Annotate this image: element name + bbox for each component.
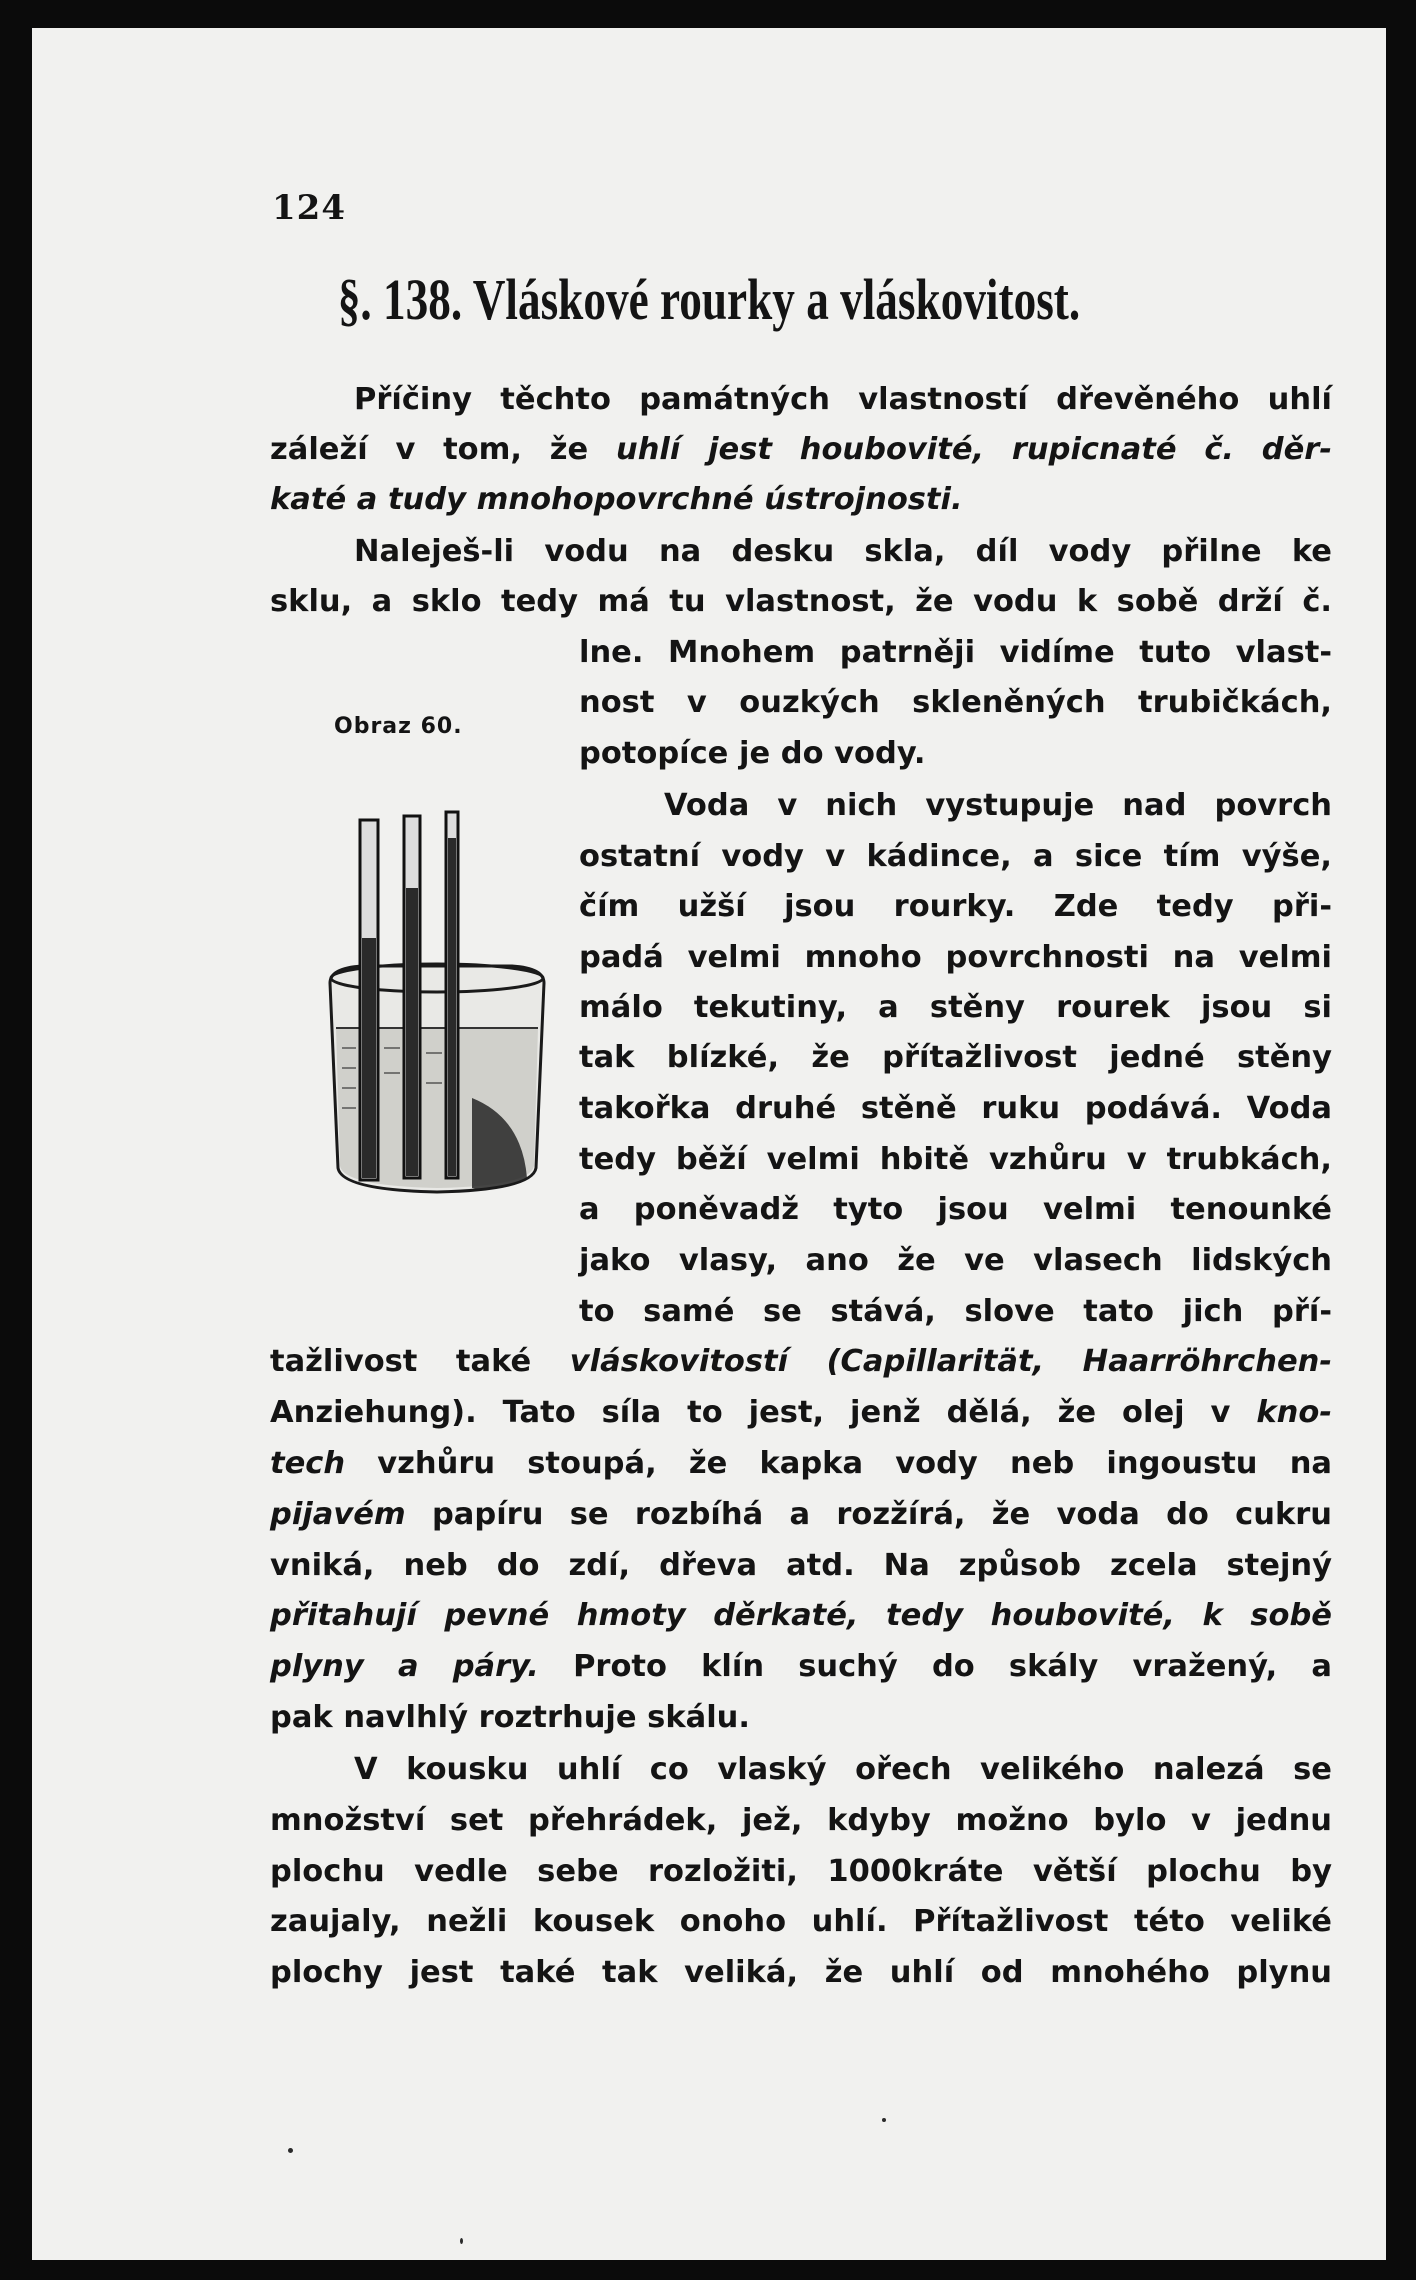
text-line: takořka druhé stěně ruku podává. Voda [579,1091,1332,1126]
text-line: záleží v tom, že uhlí jest houbovité, rupicnaté č. děr- [270,432,1332,467]
text-line: pijavém papíru se rozbíhá a rozžírá, že voda do cukru [270,1497,1332,1532]
text-line: nost v ouzkých skleněných trubičkách, [579,685,1332,720]
text-line: tech vzhůru stoupá, že kapka vody neb ingoustu na [270,1446,1332,1481]
text-line: čím užší jsou rourky. Zde tedy při- [579,889,1332,924]
section-title: §. 138. Vláskové rourky a vláskovitost. [337,267,1081,332]
text-line: zaujaly, nežli kousek onoho uhlí. Přítažlivost této veliké [270,1904,1332,1939]
scan-border [0,0,1416,28]
text-line: plochu vedle sebe rozložiti, 1000kráte větší plochu by [270,1854,1332,1889]
scan-speck [882,2118,886,2122]
text-line: padá velmi mnoho povrchnosti na velmi [579,940,1332,975]
text-line: tažlivost také vláskovitostí (Capillarität, Haarröhrchen- [270,1344,1333,1379]
scan-speck [288,2148,293,2153]
capillary-tubes-illustration [322,798,552,1198]
text-line: málo tekutiny, a stěny rourek jsou si [579,990,1332,1025]
figure-caption: Obraz 60. [334,714,463,739]
text-line: tak blízké, že přítažlivost jedné stěny [579,1040,1332,1075]
text-line: jako vlasy, ano že ve vlasech lidských [579,1243,1332,1278]
text-line: sklu, a sklo tedy má tu vlastnost, že vodu k sobě drží č. [270,584,1332,619]
text-line: Naleješ-li vodu na desku skla, díl vody přilne ke [354,534,1332,569]
text-line: Voda v nich vystupuje nad povrch [664,788,1332,823]
text-line: to samé se stává, slove tato jich pří- [579,1294,1332,1329]
text-line: plochy jest také tak veliká, že uhlí od mnohého plynu [270,1955,1332,1990]
text-line: pak navlhlý roztrhuje skálu. [270,1700,750,1735]
text-line: ostatní vody v kádince, a sice tím výše, [579,839,1332,874]
text-line: katé a tudy mnohopovrchné ústrojnosti. [270,482,963,517]
text-line: a poněvadž tyto jsou velmi tenounké [579,1192,1332,1227]
text-line: přitahují pevné hmoty děrkaté, tedy houbovité, k sobě [270,1598,1332,1633]
book-page [32,28,1386,2260]
text-line: Příčiny těchto památných vlastností dřevěného uhlí [354,382,1332,417]
text-line: vniká, neb do zdí, dřeva atd. Na způsob zcela stejný [270,1548,1332,1583]
text-line: plyny a páry. Proto klín suchý do skály vražený, a [270,1649,1332,1684]
text-line: množství set přehrádek, jež, kdyby možno bylo v jednu [270,1803,1332,1838]
text-line: lne. Mnohem patrněji vidíme tuto vlast- [579,635,1332,670]
text-line: tedy běží velmi hbitě vzhůru v trubkách, [579,1142,1332,1177]
text-line: potopíce je do vody. [579,736,926,771]
text-line: V kousku uhlí co vlaský ořech velikého nalezá se [354,1752,1332,1787]
text-line: Anziehung). Tato síla to jest, jenž dělá, že olej v kno- [270,1395,1333,1430]
scan-speck [460,2238,463,2244]
page-number: 124 [272,188,346,228]
